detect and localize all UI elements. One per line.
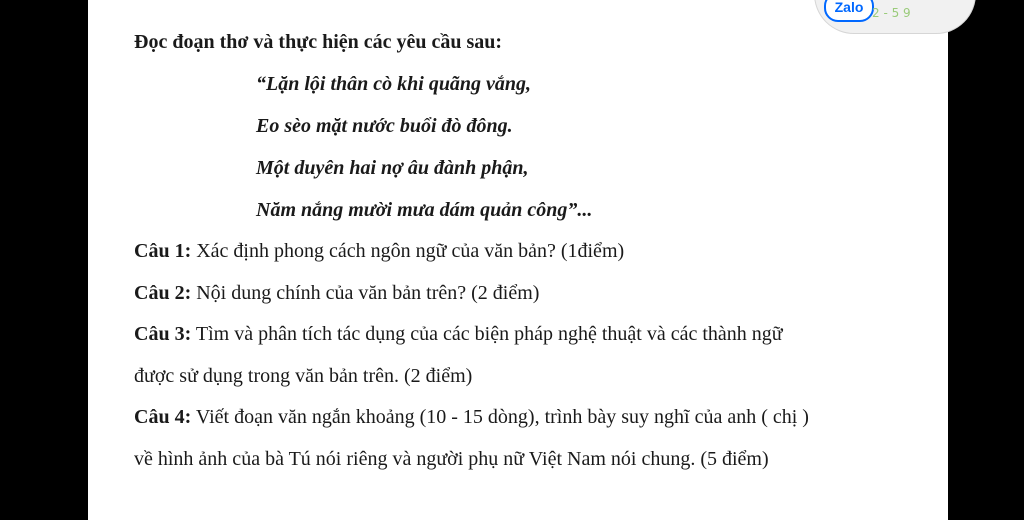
question-1 [134, 240, 624, 263]
question-4-continued [134, 448, 769, 471]
question-4-text-continued: về hình ảnh của bà Tú nói riêng và người phụ nữ Việt Nam nói chung. (5 điểm) [134, 448, 769, 470]
poem-line-4: Năm nắng mười mưa dám quản công”... [256, 199, 593, 221]
zalo-logo-icon: Zalo [824, 0, 874, 22]
instruction-heading: Đọc đoạn thơ và thực hiện các yêu cầu sau: [134, 31, 503, 53]
question-3-text-continued: được sử dụng trong văn bản trên. (2 điểm) [134, 365, 473, 387]
handwritten-scribble: 2 - 5 9 [872, 6, 911, 20]
poem-line-1: “Lặn lội thân cò khi quãng vắng, [256, 73, 532, 95]
question-3-continued [134, 365, 472, 388]
question-1-text: Xác định phong cách ngôn ngữ của văn bản? (1điểm) [191, 240, 625, 262]
question-2 [134, 282, 539, 305]
question-3-text: Tìm và phân tích tác dụng của các biện pháp nghệ thuật và các thành ngữ [191, 323, 783, 345]
question-3 [134, 323, 783, 346]
question-2-text: Nội dung chính của văn bản trên? (2 điểm) [191, 282, 540, 304]
question-1-label: Câu 1: [134, 240, 192, 262]
question-4-text: Viết đoạn văn ngắn khoảng (10 - 15 dòng), trình bày suy nghĩ của anh ( chị ) [191, 406, 809, 428]
question-4-label: Câu 4: [134, 406, 192, 428]
question-4 [134, 406, 809, 429]
question-3-label: Câu 3: [134, 323, 192, 345]
poem-line-3: Một duyên hai nợ âu đành phận, [256, 157, 529, 179]
poem-line-2: Eo sèo mặt nước buổi đò đông. [256, 115, 513, 137]
question-2-label: Câu 2: [134, 282, 192, 304]
